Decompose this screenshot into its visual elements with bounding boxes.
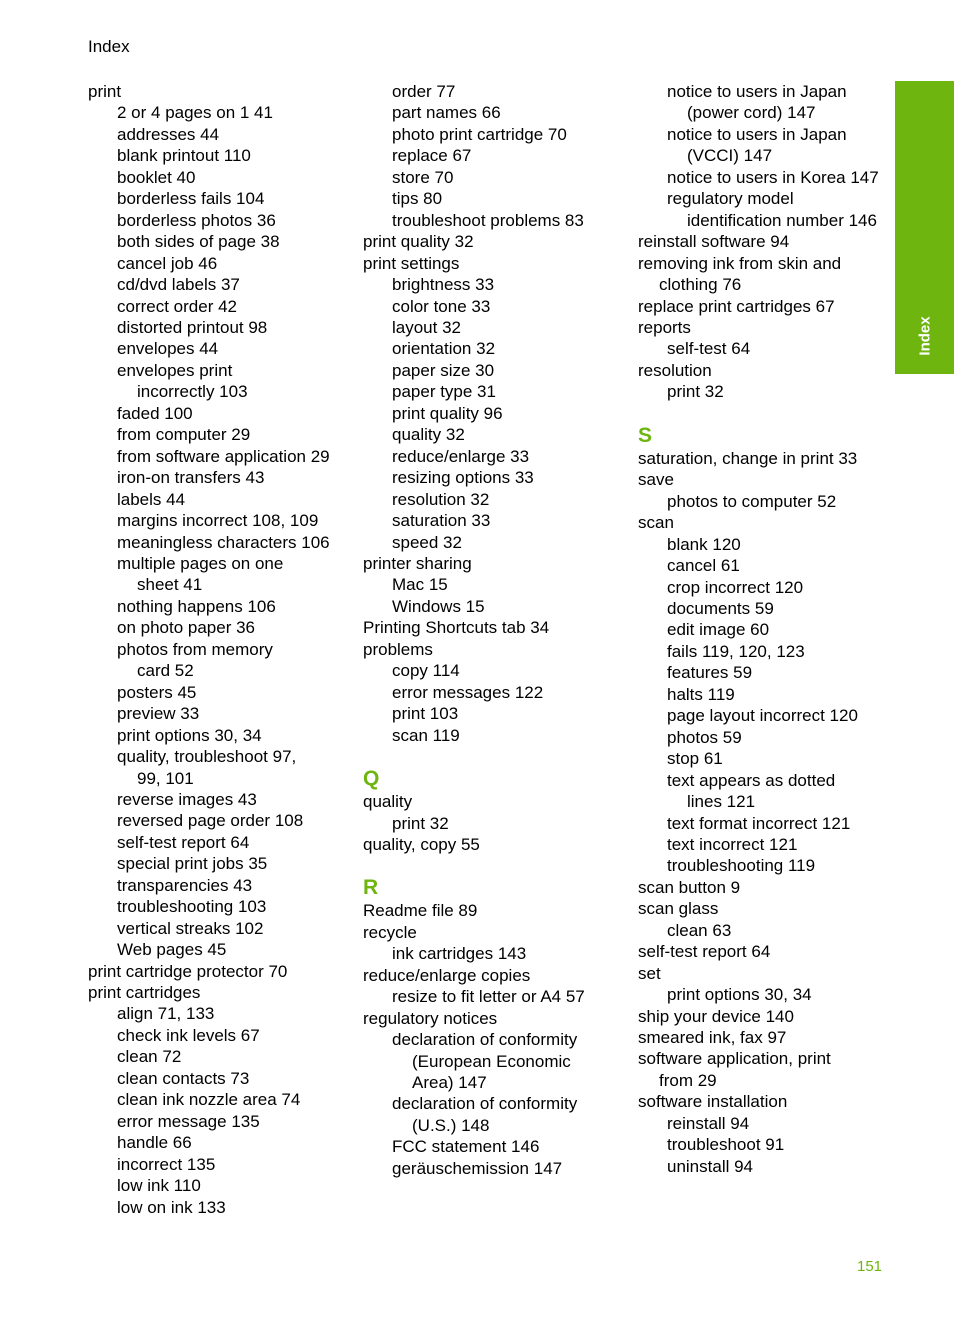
index-subentry: self-test 64 <box>667 339 751 359</box>
index-subentry: speed 32 <box>392 532 462 552</box>
index-subentry: paper type 31 <box>392 382 496 402</box>
index-subentry: copy 114 <box>392 661 460 681</box>
index-subentry: troubleshoot problems 83 <box>392 210 584 230</box>
index-subentry: nothing happens 106 <box>117 596 276 616</box>
index-subentry: troubleshooting 103 <box>117 897 267 917</box>
running-header: Index <box>88 37 130 56</box>
index-entry: problems <box>363 639 433 659</box>
index-subentry: geräuschemission 147 <box>392 1158 563 1178</box>
index-subentry: borderless fails 104 <box>117 189 265 209</box>
index-subentry: print 32 <box>667 382 724 402</box>
index-subentry: (power cord) 147 <box>687 103 816 123</box>
index-subentry: orientation 32 <box>392 339 496 359</box>
index-subentry: notice to users in Japan <box>667 82 847 101</box>
index-entry: reduce/enlarge copies <box>363 965 531 985</box>
page-number: 151 <box>857 1258 883 1275</box>
index-subentry: reverse images 43 <box>117 789 257 809</box>
index-side-tab <box>895 81 954 374</box>
index-letter-heading: Q <box>363 767 380 791</box>
index-entry: regulatory notices <box>363 1008 498 1028</box>
index-subentry: faded 100 <box>117 403 193 423</box>
index-entry: software application, print <box>638 1049 831 1069</box>
index-subentry: brightness 33 <box>392 275 495 295</box>
index-subentry: on photo paper 36 <box>117 618 256 638</box>
index-subentry: blank 120 <box>667 534 741 554</box>
index-subentry: page layout incorrect 120 <box>667 706 858 726</box>
index-subentry: print 103 <box>392 704 459 724</box>
index-subentry: sheet 41 <box>137 575 203 595</box>
index-entry: saturation, change in print 33 <box>638 448 858 468</box>
index-subentry: text appears as dotted <box>667 770 836 790</box>
index-subentry: fails 119, 120, 123 <box>667 641 805 661</box>
index-entry: Readme file 89 <box>363 901 478 921</box>
index-subentry: notice to users in Japan <box>667 124 847 144</box>
index-subentry: preview 33 <box>117 704 200 724</box>
index-subentry: special print jobs 35 <box>117 854 268 874</box>
index-subentry: labels 44 <box>117 489 186 509</box>
index-entry: print settings <box>363 253 460 273</box>
index-entry: print cartridges <box>88 983 201 1003</box>
index-entry: Printing Shortcuts tab 34 <box>363 618 550 638</box>
index-subentry: borderless photos 36 <box>117 210 276 230</box>
index-subentry: declaration of conformity <box>392 1094 578 1114</box>
index-subentry: blank printout 110 <box>117 146 251 166</box>
index-entry: save <box>638 470 674 490</box>
index-subentry: FCC statement 146 <box>392 1137 540 1157</box>
index-subentry: low ink 110 <box>117 1176 201 1196</box>
index-entry: print quality 32 <box>363 232 474 252</box>
index-entry: printer sharing <box>363 553 472 573</box>
index-entry: reinstall software 94 <box>638 232 790 252</box>
index-subentry: declaration of conformity <box>392 1030 578 1050</box>
index-subentry: (VCCI) 147 <box>687 146 773 166</box>
index-subentry: meaningless characters 106 <box>117 532 330 552</box>
index-entry: from 29 <box>659 1070 717 1090</box>
index-subentry: regulatory model <box>667 189 794 209</box>
index-subentry: quality, troubleshoot 97, <box>117 747 297 767</box>
index-subentry: booklet 40 <box>117 167 196 187</box>
index-subentry: error message 135 <box>117 1111 260 1131</box>
index-subentry: resizing options 33 <box>392 468 534 488</box>
index-subentry: addresses 44 <box>117 124 220 144</box>
index-subentry: distorted printout 98 <box>117 317 268 337</box>
index-subentry: (U.S.) 148 <box>412 1115 490 1135</box>
index-entry: ship your device 140 <box>638 1006 794 1026</box>
index-subentry: incorrect 135 <box>117 1154 216 1174</box>
index-subentry: crop incorrect 120 <box>667 577 804 597</box>
index-entry: clothing 76 <box>659 275 742 295</box>
index-subentry: 2 or 4 pages on 1 41 <box>117 103 273 123</box>
index-subentry: from software application 29 <box>117 446 330 466</box>
index-subentry: text incorrect 121 <box>667 834 798 854</box>
index-subentry: Mac 15 <box>392 575 448 595</box>
index-subentry: posters 45 <box>117 682 197 702</box>
index-subentry: correct order 42 <box>117 296 237 316</box>
index-entry: resolution <box>638 360 712 380</box>
index-entry: reports <box>638 317 691 337</box>
index-subentry: scan 119 <box>392 725 460 745</box>
index-subentry: edit image 60 <box>667 620 770 640</box>
index-entry: scan glass <box>638 899 719 919</box>
index-column-2 <box>363 81 625 1179</box>
index-subentry: multiple pages on one <box>117 553 284 573</box>
index-subentry: Windows 15 <box>392 596 485 616</box>
index-subentry: troubleshoot 91 <box>667 1135 785 1155</box>
index-subentry: envelopes 44 <box>117 339 219 359</box>
index-subentry: Web pages 45 <box>117 940 227 960</box>
index-subentry: cancel job 46 <box>117 253 218 273</box>
index-subentry: print options 30, 34 <box>117 725 262 745</box>
index-subentry: align 71, 133 <box>117 1004 215 1024</box>
index-subentry: from computer 29 <box>117 425 251 445</box>
index-subentry: both sides of page 38 <box>117 232 280 252</box>
index-subentry: documents 59 <box>667 598 774 618</box>
index-entry: set <box>638 963 661 983</box>
index-subentry: cd/dvd labels 37 <box>117 275 240 295</box>
index-entry: self-test report 64 <box>638 942 771 962</box>
index-entry: removing ink from skin and <box>638 253 842 273</box>
side-tab-label: Index <box>916 316 933 356</box>
index-subentry: margins incorrect 108, 109 <box>117 511 319 531</box>
index-subentry: color tone 33 <box>392 296 491 316</box>
index-subentry: self-test report 64 <box>117 832 250 852</box>
index-subentry: tips 80 <box>392 189 443 209</box>
index-subentry: print options 30, 34 <box>667 985 812 1005</box>
index-letter-heading: S <box>638 423 653 447</box>
index-subentry: clean 72 <box>117 1047 182 1067</box>
index-subentry: low on ink 133 <box>117 1197 226 1217</box>
index-subentry: store 70 <box>392 167 454 187</box>
index-subentry: stop 61 <box>667 749 723 769</box>
index-subentry: features 59 <box>667 663 753 683</box>
index-subentry: saturation 33 <box>392 511 491 531</box>
index-subentry: part names 66 <box>392 103 501 123</box>
index-subentry: resize to fit letter or A4 57 <box>392 987 585 1007</box>
index-subentry: (European Economic <box>412 1051 571 1071</box>
index-subentry: resolution 32 <box>392 489 490 509</box>
index-subentry: replace 67 <box>392 146 472 166</box>
index-subentry: identification number 146 <box>687 210 877 230</box>
index-subentry: Area) 147 <box>412 1073 487 1093</box>
index-subentry: reduce/enlarge 33 <box>392 446 530 466</box>
index-subentry: notice to users in Korea 147 <box>667 167 879 187</box>
index-subentry: halts 119 <box>667 684 735 704</box>
index-subentry: clean 63 <box>667 920 732 940</box>
index-subentry: card 52 <box>137 661 194 681</box>
index-subentry: cancel 61 <box>667 556 740 576</box>
index-entry: software installation <box>638 1092 788 1112</box>
index-entry: quality <box>363 792 413 812</box>
index-subentry: 99, 101 <box>137 768 194 788</box>
index-subentry: uninstall 94 <box>667 1156 754 1176</box>
index-subentry: check ink levels 67 <box>117 1025 260 1045</box>
index-subentry: envelopes print <box>117 360 233 380</box>
index-subentry: layout 32 <box>392 317 461 337</box>
index-entry: print cartridge protector 70 <box>88 961 288 981</box>
index-column-1 <box>88 81 348 1218</box>
index-subentry: photos to computer 52 <box>667 491 837 511</box>
index-subentry: clean ink nozzle area 74 <box>117 1090 301 1110</box>
index-subentry: troubleshooting 119 <box>667 856 816 876</box>
index-entry: scan <box>638 513 674 533</box>
index-subentry: text format incorrect 121 <box>667 813 851 833</box>
index-subentry: print quality 96 <box>392 403 503 423</box>
index-subentry: photos from memory <box>117 639 273 659</box>
index-subentry: iron-on transfers 43 <box>117 468 265 488</box>
index-subentry: handle 66 <box>117 1133 192 1153</box>
index-subentry: ink cartridges 143 <box>392 944 527 964</box>
index-subentry: vertical streaks 102 <box>117 918 264 938</box>
index-entry: smeared ink, fax 97 <box>638 1028 787 1048</box>
index-column-3 <box>638 81 890 1177</box>
index-subentry: order 77 <box>392 82 456 101</box>
index-entry: recycle <box>363 922 417 942</box>
index-subentry: clean contacts 73 <box>117 1068 250 1088</box>
index-letter-heading: R <box>363 876 379 900</box>
index-entry: print <box>88 82 122 101</box>
index-subentry: print 32 <box>392 813 449 833</box>
index-entry: scan button 9 <box>638 877 741 897</box>
index-subentry: reversed page order 108 <box>117 811 304 831</box>
index-entry: replace print cartridges 67 <box>638 296 835 316</box>
index-subentry: lines 121 <box>687 792 756 812</box>
index-subentry: photos 59 <box>667 727 742 747</box>
index-subentry: paper size 30 <box>392 360 495 380</box>
index-subentry: reinstall 94 <box>667 1113 750 1133</box>
index-subentry: quality 32 <box>392 425 465 445</box>
index-subentry: incorrectly 103 <box>137 382 248 402</box>
index-entry: quality, copy 55 <box>363 834 480 854</box>
index-subentry: transparencies 43 <box>117 875 253 895</box>
index-subentry: error messages 122 <box>392 682 544 702</box>
index-subentry: photo print cartridge 70 <box>392 124 567 144</box>
